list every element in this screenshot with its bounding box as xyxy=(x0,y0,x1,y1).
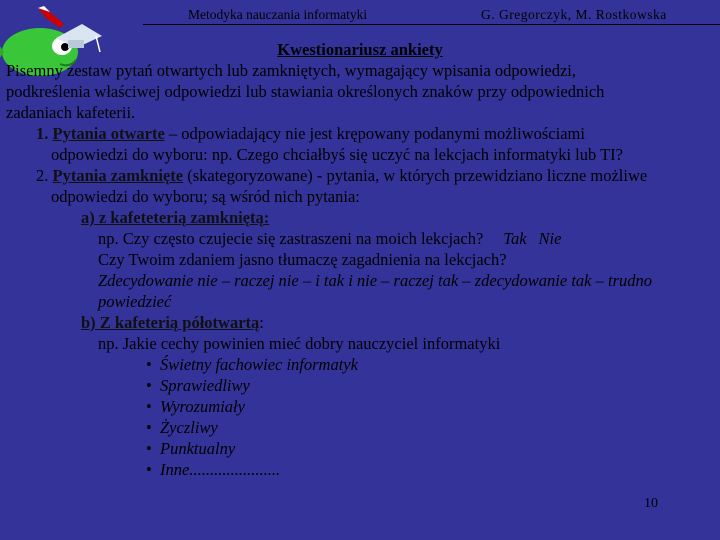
list-item xyxy=(6,354,716,375)
option-text: Życzliwy xyxy=(160,418,218,437)
list-item xyxy=(6,417,716,438)
option-text: Świetny fachowiec informatyk xyxy=(160,355,358,374)
sub-a-q1-no: Nie xyxy=(538,229,562,248)
option-text: Sprawiedliwy xyxy=(160,376,250,395)
intro-line: podkreślenia właściwej odpowiedzi lub stawiania określonych znaków przy odpowiednich xyxy=(6,82,605,101)
list-item xyxy=(6,375,716,396)
sub-a-q1: np. Czy często czujecie się zastraszeni na moich lekcjach? xyxy=(98,229,484,248)
sub-b-colon: : xyxy=(259,313,264,332)
sub-a-scale1: Zdecydowanie nie – raczej nie – i tak i nie – raczej tak – zdecydowanie tak – trudno xyxy=(98,271,653,290)
sub-a-q2: Czy Twoim zdaniem jasno tłumaczę zagadnienia na lekcjach? xyxy=(98,250,507,269)
sub-a-label-line xyxy=(6,207,716,228)
sub-b-question: np. Jakie cechy powinien mieć dobry nauczyciel informatyki xyxy=(98,334,501,353)
sub-a-q1-line xyxy=(6,228,716,249)
bullet-icon: • xyxy=(146,376,152,395)
item2-line1 xyxy=(6,165,716,186)
item1-number: 1. xyxy=(36,124,49,143)
bullet-icon: • xyxy=(146,397,152,416)
list-item xyxy=(6,396,716,417)
slide-title xyxy=(0,40,720,60)
slide-title-text: Kwestionariusz ankiety xyxy=(277,40,443,59)
authors: G. Gregorczyk, M. Rostkowska xyxy=(481,7,667,22)
intro-line: Pisemny zestaw pytań otwartych lub zamkniętych, wymagający wpisania odpowiedzi, xyxy=(6,61,577,80)
item2-text1: (skategoryzowane) - pytania, w których przewidziano liczne możliwe xyxy=(183,166,648,185)
sub-a-q1-yes: Tak xyxy=(503,229,527,248)
bullet-icon: • xyxy=(146,439,152,458)
list-item xyxy=(6,438,716,459)
sub-b-label-line xyxy=(6,312,716,333)
intro-line: zadaniach kafeterii. xyxy=(6,103,136,122)
item1-text1: – odpowiadający nie jest krępowany podanymi możliwościami xyxy=(164,124,585,143)
option-text: Punktualny xyxy=(160,439,236,458)
option-text: Wyrozumiały xyxy=(160,397,245,416)
course-name: Metodyka nauczania informatyki xyxy=(188,7,368,22)
option-text: Inne...................... xyxy=(160,460,281,479)
sub-a-label: a) z kafeteterią zamkniętą: xyxy=(81,208,270,227)
item1-line2: odpowiedzi do wyboru: np. Czego chciałbyś się uczyć na lekcjach informatyki lub TI? xyxy=(51,145,623,164)
sub-b-label: b) Z kafeterią półotwartą xyxy=(81,313,260,332)
item2-term: Pytania zamknięte xyxy=(52,166,184,185)
item2-number: 2. xyxy=(36,166,49,185)
bullet-icon: • xyxy=(146,418,152,437)
slide-body xyxy=(6,60,716,480)
list-item xyxy=(6,459,716,480)
item1-line1 xyxy=(6,123,716,144)
bullet-icon: • xyxy=(146,355,152,374)
slide-header xyxy=(143,6,720,25)
page-number: 10 xyxy=(644,496,658,511)
item1-term: Pytania otwarte xyxy=(52,124,165,143)
sub-a-scale2: powiedzieć xyxy=(98,292,172,311)
item2-line2: odpowiedzi do wyboru; są wśród nich pytania: xyxy=(51,187,360,206)
bullet-icon: • xyxy=(146,460,152,479)
